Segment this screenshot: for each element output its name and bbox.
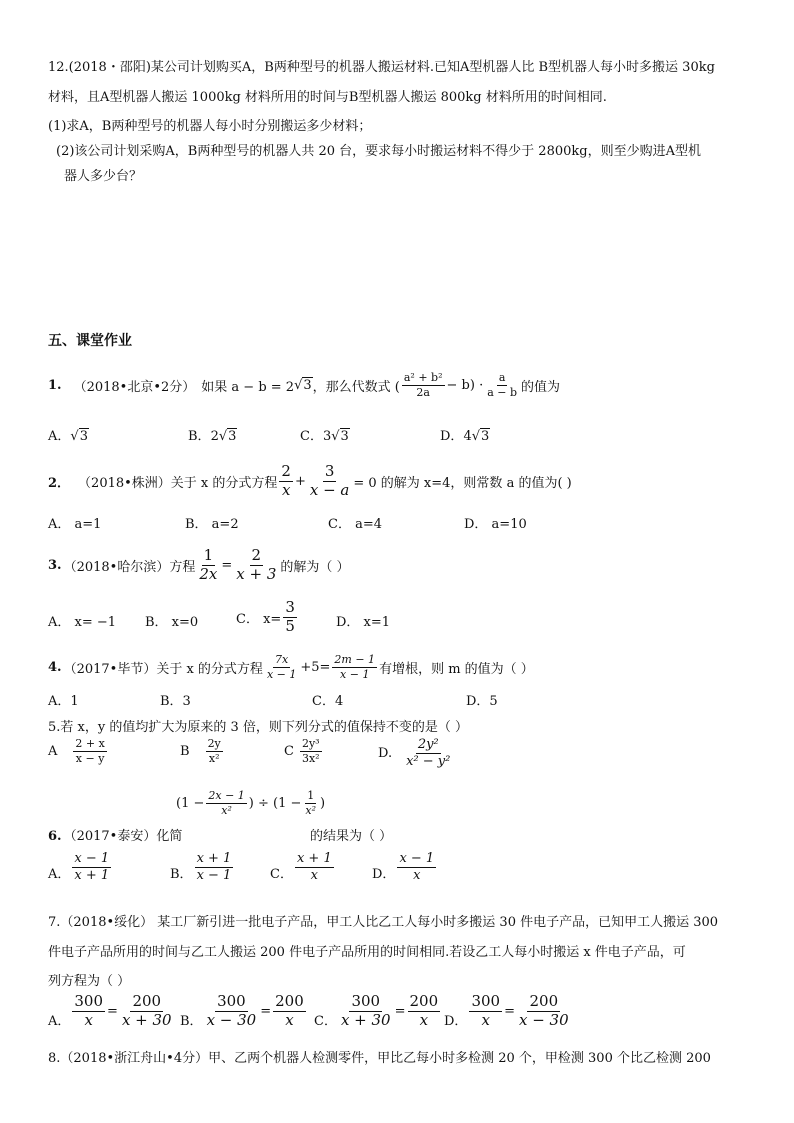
q3-option-b: B． x=0 — [145, 615, 199, 630]
q1-text-mid: ，那么代数式 ( — [312, 379, 400, 395]
q7-option-a: A． $\frac{300}{x}$ = $\frac{200}{x + 30}$ — [48, 992, 172, 1029]
q2-plus: + — [294, 473, 306, 489]
q3-equals: = — [221, 557, 233, 573]
q3-text-b: 的解为（ ） — [280, 559, 350, 575]
q5-stem: 5.若 x，y 的值均扩大为原来的 3 倍，则下列分式的值保持不变的是（ ） — [48, 720, 469, 735]
q3-option-d: D． x=1 — [336, 615, 391, 630]
q4-option-b: B．3 — [160, 694, 191, 709]
q1-text-mid2: − b) · — [446, 377, 484, 393]
q2-option-c: C． a=4 — [328, 517, 382, 532]
q12-line2: 材料，且A型机器人搬运 1000kg 材料所用的时间与B型机器人搬运 800kg 材料所用的时间相同. — [48, 90, 607, 105]
q2-stem — [48, 464, 572, 499]
q4-number: 4. — [48, 659, 62, 675]
q1-option-a: A．√3 — [48, 429, 88, 444]
q8-line1: 8.（2018•浙江舟山•4分）甲、乙两个机器人检测零件，甲比乙每小时多检测 20 个，甲检测 300 个比乙检测 200 — [48, 1051, 711, 1066]
q4-option-a: A．1 — [48, 694, 79, 709]
q6-text-a: （2017•泰安）化简 — [63, 829, 183, 844]
q2-text-b: = 0 的解为 x=4，则常数 a 的值为( ) — [353, 475, 572, 491]
q3-number: 3. — [48, 557, 62, 573]
q3-text-a: （2018•哈尔滨）方程 — [63, 559, 196, 575]
q2-fraction-2: $\frac{3}{x - a}$ — [309, 462, 350, 499]
q1-text-pre: 如果 a − b = 2 — [201, 379, 295, 395]
q7-line3: 列方程为（ ） — [48, 974, 131, 989]
q12-line5: 器人多少台？ — [64, 169, 143, 184]
q6-option-a: A． $\frac{x - 1}{x + 1}$ — [48, 851, 110, 883]
q1-option-b: B．2√3 — [188, 429, 237, 444]
q5-option-c: C $\frac{\text{2y³}}{\text{3x²}}$ — [284, 737, 320, 765]
q2-option-a: A． a=1 — [48, 517, 102, 532]
q2-text-a: （2018•株洲）关于 x 的分式方程 — [78, 475, 278, 491]
q1-fraction-2: $\frac{a}{a - b}$ — [487, 371, 518, 399]
q12-line4: (2)该公司计划采购A，B两种型号的机器人共 20 台，要求每小时搬运材料不得少于 2800kg，则至少购进A型机 — [56, 144, 701, 159]
q4-text-mid: +5= — [300, 659, 331, 675]
q6-number: 6. — [48, 829, 62, 844]
q4-text-b: 有增根，则 m 的值为（ ） — [379, 661, 534, 677]
q1-option-c: C．3√3 — [300, 429, 349, 444]
q2-option-b: B． a=2 — [185, 517, 239, 532]
q3-fraction-1: $\frac{1}{2x}$ — [199, 546, 218, 583]
q1-sqrt: √3 — [294, 377, 312, 393]
q2-option-d: D． a=10 — [464, 517, 527, 532]
q3-option-c: C． x= $\frac{3}{5}$ — [236, 598, 295, 635]
q5-option-d: D. $\frac{\text{2y²}}{\text{x² − y²}}$ — [378, 737, 451, 769]
q4-text-a: （2017•毕节）关于 x 的分式方程 — [63, 661, 263, 677]
q7-line2: 件电子产品所用的时间与乙工人搬运 200 件电子产品所用的时间相同.若设乙工人每小时搬运 x 件电子产品，可 — [48, 945, 686, 960]
q1-fraction-1: $\frac{\text{a² + b²}}{2a}$ — [403, 371, 443, 399]
q1-stem — [48, 372, 560, 398]
q6-option-d: D． $\frac{x - 1}{x}$ — [372, 851, 435, 883]
q4-option-d: D．5 — [466, 694, 498, 709]
q7-option-d: D． $\frac{300}{x}$ = $\frac{200}{x - 30}$ — [444, 992, 569, 1029]
q2-number: 2． — [48, 475, 71, 491]
q1-option-d: D．4√3 — [440, 429, 490, 444]
q6-expression: (1 − $\frac{2x - 1}{\text{x²}}$ ) ÷ (1 − $\frac{1}{\text{x²}}$ ) — [176, 789, 326, 817]
q4-option-c: C．4 — [312, 694, 344, 709]
q4-fraction-1: $\frac{7x}{x - 1}$ — [266, 653, 297, 681]
q7-line1: 7.（2018•绥化） 某工厂新引进一批电子产品，甲工人比乙工人每小时多搬运 30 件电子产品，已知甲工人搬运 300 — [48, 915, 719, 930]
q1-source: （2018•北京•2分） — [73, 379, 196, 395]
q5-option-b: B $\frac{2y}{\text{x²}}$ — [180, 737, 221, 765]
q6-option-b: B． $\frac{x + 1}{x - 1}$ — [170, 851, 232, 883]
q3-fraction-2: $\frac{2}{x + 3}$ — [236, 546, 277, 583]
q6-text-b: 的结果为（ ） — [310, 829, 393, 844]
q3-option-a: A． x= −1 — [48, 615, 117, 630]
q12-line3: (1)求A，B两种型号的机器人每小时分别搬运多少材料； — [48, 119, 372, 134]
q7-option-b: B． $\frac{300}{x - 30}$ = $\frac{200}{x}$ — [180, 992, 304, 1029]
q3-stem — [48, 548, 350, 583]
q7-option-c: C． $\frac{300}{x + 30}$ = $\frac{200}{x}$ — [314, 992, 439, 1029]
q12-line1: 12.(2018・邵阳)某公司计划购买A，B两种型号的机器人搬运材料.已知A型机器人比 B型机器人每小时多搬运 30kg — [48, 60, 715, 75]
q4-stem — [48, 654, 534, 680]
q1-number: 1. — [48, 377, 62, 393]
q6-option-c: C． $\frac{x + 1}{x}$ — [270, 851, 332, 883]
q1-text-post: 的值为 — [521, 379, 561, 395]
q6-stem-label — [48, 825, 182, 844]
q5-option-a: A $\frac{2 + x}{x - y}$ — [48, 737, 105, 765]
q4-fraction-2: $\frac{2m - 1}{x - 1}$ — [334, 653, 376, 681]
q2-fraction-1: $\frac{2}{x}$ — [281, 462, 291, 499]
section-title: 五、课堂作业 — [48, 333, 132, 349]
